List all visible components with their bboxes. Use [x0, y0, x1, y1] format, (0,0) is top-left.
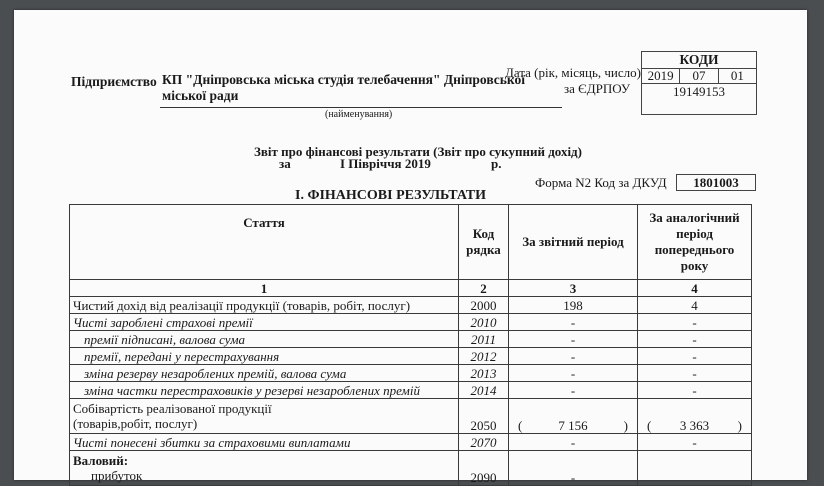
row-code: 2013	[459, 365, 509, 382]
header-code: Код рядка	[459, 205, 509, 280]
financial-results-table	[69, 204, 752, 486]
date-year: 2019	[647, 68, 674, 83]
table-row	[70, 451, 752, 486]
row-previous: -	[638, 348, 752, 365]
row-label: Чисті зароблені страхові премії	[70, 314, 459, 331]
enterprise-underline	[160, 107, 562, 108]
row-current: -	[509, 382, 638, 399]
row-previous: -	[638, 331, 752, 348]
col-number: 1	[70, 280, 459, 297]
row-previous: -	[638, 382, 752, 399]
date-day: 01	[718, 69, 756, 83]
row-label: премії підписані, валова сума	[70, 331, 459, 348]
section-title: I. ФІНАНСОВІ РЕЗУЛЬТАТИ	[295, 188, 487, 203]
row-code: 2090	[459, 451, 509, 486]
row-label: зміна резерву незароблених премій, валова сума	[70, 365, 459, 382]
row-label: Чистий дохід від реалізації продукції (товарів, робіт, послуг)	[70, 297, 459, 314]
edrpou-code: 19149153	[673, 84, 725, 99]
dkud-code: 1801003	[676, 174, 756, 191]
period-prefix: за	[279, 156, 291, 171]
header-current: За звітний період	[509, 205, 638, 280]
row-code: 2014	[459, 382, 509, 399]
table-row	[70, 365, 752, 382]
codes-box	[641, 51, 757, 115]
row-code: 2011	[459, 331, 509, 348]
row-code: 2000	[459, 297, 509, 314]
col-number: 2	[459, 280, 509, 297]
row-current: -	[509, 314, 638, 331]
row-current: ( 7 156 )	[509, 399, 638, 434]
date-month: 07	[679, 69, 717, 83]
table-row	[70, 314, 752, 331]
col-number: 3	[509, 280, 638, 297]
table-row	[70, 382, 752, 399]
row-current: -	[509, 434, 638, 451]
form-label: Форма N2 Код за ДКУД	[535, 175, 667, 190]
edrpou-label: за ЄДРПОУ	[564, 81, 631, 96]
row-previous	[638, 451, 752, 486]
row-current: -	[509, 331, 638, 348]
row-code: 2050	[459, 399, 509, 434]
col-number: 4	[638, 280, 752, 297]
row-current: 198	[509, 297, 638, 314]
header-previous: За аналогічний період попереднього року	[638, 205, 752, 280]
enterprise-label: Підприємство	[71, 74, 157, 89]
name-caption: (найменування)	[325, 109, 393, 120]
row-code: 2010	[459, 314, 509, 331]
row-current: -	[509, 348, 638, 365]
header-article: Стаття	[70, 205, 459, 280]
row-label: Собівартість реалізованої продукції (товарів,робіт, послуг)	[70, 399, 459, 434]
row-label: Чисті понесені збитки за страховими виплатами	[70, 434, 459, 451]
table-row	[70, 434, 752, 451]
row-previous: ( 3 363 )	[638, 399, 752, 434]
report-period: І Півріччя 2019	[340, 156, 431, 171]
codes-header: КОДИ	[642, 52, 756, 69]
row-current: -	[509, 365, 638, 382]
row-label: Валовий: прибуток	[70, 451, 459, 486]
table-header-row	[70, 205, 752, 280]
table-row	[70, 297, 752, 314]
period-suffix: р.	[491, 156, 502, 171]
table-row	[70, 399, 752, 434]
report-title: Звіт про фінансові результати (Звіт про сукупний дохід)	[254, 144, 582, 159]
date-codes	[642, 69, 756, 84]
column-number-row	[70, 280, 752, 297]
row-code: 2012	[459, 348, 509, 365]
row-previous: -	[638, 365, 752, 382]
row-label: премії, передані у перестрахування	[70, 348, 459, 365]
row-label: зміна частки перестраховиків у резерві незароблених премій	[70, 382, 459, 399]
row-code: 2070	[459, 434, 509, 451]
row-previous: -	[638, 314, 752, 331]
table-row	[70, 331, 752, 348]
row-current: -	[509, 451, 638, 486]
table-row	[70, 348, 752, 365]
row-previous: -	[638, 434, 752, 451]
date-label: Дата (рік, місяць, число)	[505, 65, 641, 80]
enterprise-name: КП "Дніпровська міська студія телебачення" Дніпровської міської ради	[162, 72, 526, 103]
row-previous: 4	[638, 297, 752, 314]
